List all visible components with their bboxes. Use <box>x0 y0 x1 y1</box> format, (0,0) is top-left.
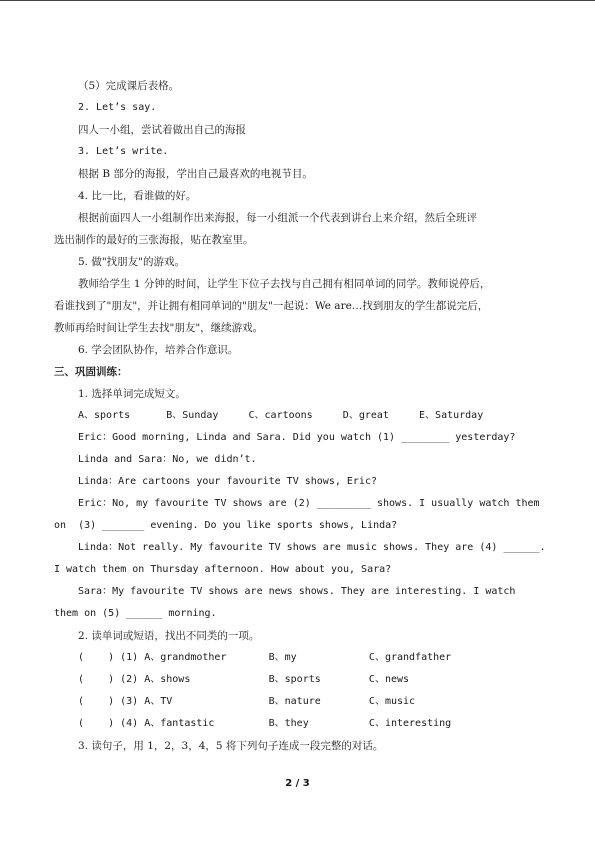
dialog-line: Linda：Not really. My favourite TV shows are music shows. They are (4) ______. <box>78 542 546 553</box>
text-line: 四人一小组，尝试着做出自己的海报 <box>78 124 246 136</box>
section-heading: 三、巩固训练： <box>54 366 128 378</box>
dialog-line: Eric：No, my favourite TV shows are (2) _________ shows. I usually watch them <box>78 498 540 509</box>
exercise-row: ( ) (3) A、TV B、nature C、music <box>78 696 416 707</box>
text-line: 2. 读单词或短语，找出不同类的一项。 <box>78 630 260 642</box>
text-line: 教师给学生 1 分钟的时间，让学生下位子去找与自己拥有相同单词的同学。教师说停后， <box>78 278 491 290</box>
text-line: 2. Let’s say. <box>78 102 157 113</box>
dialog-line: I watch them on Thursday afternoon. How about you, Sara? <box>54 564 392 575</box>
dialog-line: Linda：Are cartoons your favourite TV shows, Eric? <box>78 476 377 487</box>
text-line: 3. Let’s write. <box>78 146 169 157</box>
text-line: 教师再给时间让学生去找"朋友"，继续游戏。 <box>54 322 264 334</box>
dialog-line: Linda and Sara：No, we didn’t. <box>78 454 257 465</box>
text-line: 根据前面四人一小组制作出来海报，每一小组派一个代表到讲台上来介绍，然后全班评 <box>78 212 477 224</box>
dialog-line: them on (5) ______ morning. <box>54 608 217 619</box>
text-line: 根据 B 部分的海报，学出自己最喜欢的电视节目。 <box>78 168 313 180</box>
text-line: 4. 比一比，看谁做的好。 <box>78 190 197 202</box>
text-line: （5）完成课后表格。 <box>78 80 180 92</box>
exercise-row: ( ) (4) A、fantastic B、they C、interesting <box>78 718 452 729</box>
dialog-line: Sara：My favourite TV shows are news shows. They are interesting. I watch <box>78 586 516 597</box>
text-line: 选出制作的最好的三张海报，贴在教室里。 <box>54 234 254 246</box>
text-line: 5. 做"找朋友"的游戏。 <box>78 256 186 268</box>
text-line: 看谁找到了"朋友"，并让拥有相同单词的"朋友"一起说：We are…找到朋友的学生都说完后， <box>54 300 489 312</box>
text-line: 6. 学会团队协作，培养合作意识。 <box>78 344 239 356</box>
dialog-line: on (3) _______ evening. Do you like sports shows, Linda? <box>54 520 398 531</box>
dialog-line: Eric：Good morning, Linda and Sara. Did you watch (1) ________ yesterday? <box>78 432 516 443</box>
exercise-row: ( ) (2) A、shows B、sports C、news <box>78 674 410 685</box>
options-line: A、sports B、Sunday C、cartoons D、great E、Saturday <box>78 410 484 421</box>
exercise-row: ( ) (1) A、grandmother B、my C、grandfather <box>78 652 452 663</box>
text-line: 3. 读句子，用 1，2，3，4，5 将下列句子连成一段完整的对话。 <box>78 740 384 752</box>
top-rule <box>0 0 595 1</box>
page-number: 2 / 3 <box>285 778 310 789</box>
text-line: 1. 选择单词完成短文。 <box>78 388 186 400</box>
